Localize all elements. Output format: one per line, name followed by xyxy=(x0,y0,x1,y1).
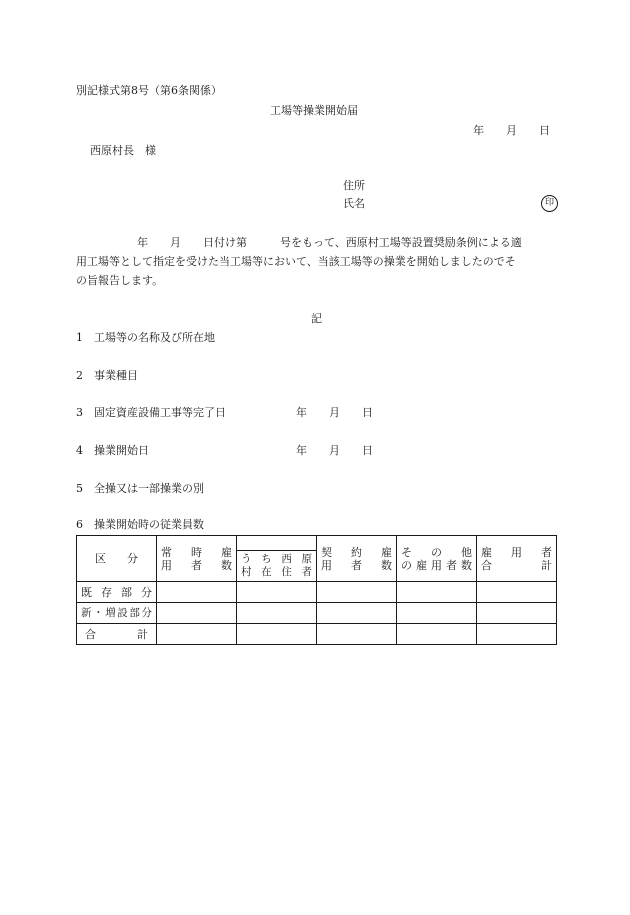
item-3-number: 3 xyxy=(76,406,83,419)
header-total-employees: 雇 用 者 合 計 xyxy=(477,536,557,582)
table-cell[interactable] xyxy=(477,603,557,624)
item-2-label: 事業種目 xyxy=(94,369,138,382)
item-4-date: 年 月 日 xyxy=(296,444,373,457)
body-line-3: の旨報告します。 xyxy=(76,274,164,287)
body-line-1: 年 月 日付け第 号をもって、西原村工場等設置奨励条例による適 xyxy=(137,236,522,249)
ki-heading: 記 xyxy=(311,312,322,325)
body-line-2: 用工場等として指定を受けた当工場等において、当該工場等の操業を開始しましたのでそ xyxy=(76,255,516,268)
form-style-label: 別記様式第8号（第6条関係） xyxy=(76,84,222,97)
item-4-label: 操業開始日 xyxy=(94,444,149,457)
addressee: 西原村長 様 xyxy=(90,144,156,157)
table-cell[interactable] xyxy=(477,582,557,603)
table-cell[interactable] xyxy=(317,582,397,603)
table-cell[interactable] xyxy=(157,603,237,624)
row-label-total: 合 計 xyxy=(77,624,157,645)
table-cell[interactable] xyxy=(397,624,477,645)
item-4-number: 4 xyxy=(76,444,83,457)
header-regular-blank xyxy=(237,536,317,551)
table-cell[interactable] xyxy=(317,624,397,645)
row-label-new-expansion: 新 ・ 増 設 部 分 xyxy=(77,603,157,624)
item-6-label: 操業開始時の従業員数 xyxy=(94,518,204,531)
table-cell[interactable] xyxy=(237,582,317,603)
header-other-employees: そ の 他 の 雇 用 者 数 xyxy=(397,536,477,582)
table-cell[interactable] xyxy=(157,582,237,603)
header-contract-employees: 契 約 雇 用 者 数 xyxy=(317,536,397,582)
table-cell[interactable] xyxy=(237,624,317,645)
item-1-number: 1 xyxy=(76,331,83,344)
form-title: 工場等操業開始届 xyxy=(270,104,358,117)
item-3-date: 年 月 日 xyxy=(296,406,373,419)
row-label-existing: 既 存 部 分 xyxy=(77,582,157,603)
seal-mark: 印 xyxy=(541,195,558,212)
item-5-label: 全操又は一部操業の別 xyxy=(94,482,204,495)
item-6-number: 6 xyxy=(76,518,83,531)
item-5-number: 5 xyxy=(76,482,83,495)
header-kubun: 区 分 xyxy=(77,536,157,582)
name-label: 氏名 xyxy=(343,197,365,210)
table-cell[interactable] xyxy=(397,582,477,603)
table-cell[interactable] xyxy=(317,603,397,624)
item-3-label: 固定資産設備工事等完了日 xyxy=(94,406,226,419)
item-1-label: 工場等の名称及び所在地 xyxy=(94,331,215,344)
submission-date: 年 月 日 xyxy=(473,124,550,137)
table-cell[interactable] xyxy=(157,624,237,645)
table-cell[interactable] xyxy=(397,603,477,624)
item-2-number: 2 xyxy=(76,369,83,382)
header-regular-employees: 常 時 雇 用 者 数 xyxy=(157,536,237,582)
header-nishihara-residents: う ち 西 原 村 在 住 者 xyxy=(237,551,317,582)
table-cell[interactable] xyxy=(237,603,317,624)
address-label: 住所 xyxy=(343,179,365,192)
table-cell[interactable] xyxy=(477,624,557,645)
employee-count-table xyxy=(76,535,557,645)
